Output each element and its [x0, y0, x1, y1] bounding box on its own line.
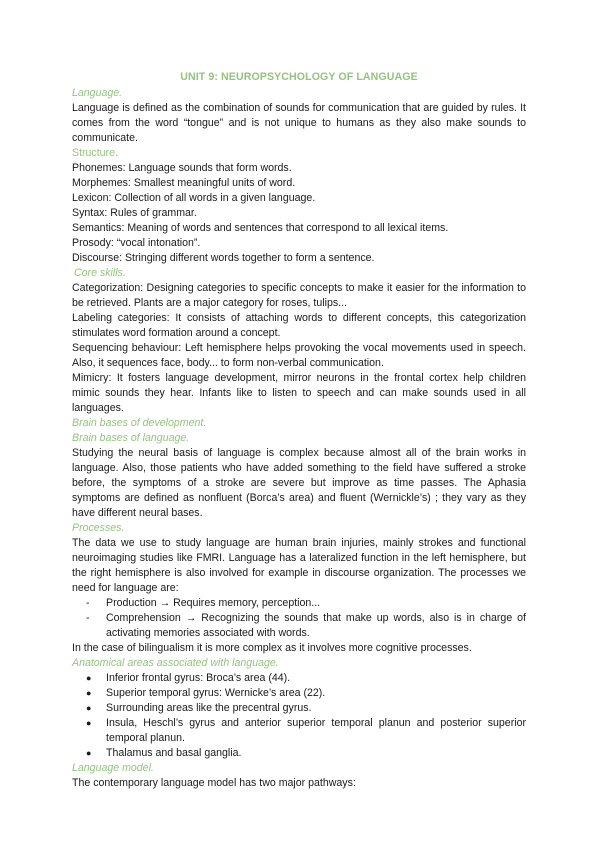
- bullet-marker: ●: [86, 703, 92, 713]
- structure-item-semantics: Semantics: Meaning of words and sentences that correspond to all lexical items.: [72, 222, 449, 234]
- list-item-text: Inferior frontal gyrus: Broca’s area (44).: [106, 672, 291, 684]
- list-item-text: Comprehension → Recognizing the sounds that make up words, also is in charge of activating memories associated with words.: [106, 612, 526, 639]
- heading-core-skills: Core skills.: [74, 267, 126, 279]
- bullet-marker: ●: [86, 688, 92, 698]
- list-item: [72, 671, 526, 686]
- bullet-marker: ●: [86, 673, 92, 683]
- paragraph-bilingualism: In the case of bilingualism it is more complex as it involves more cognitive processes.: [72, 642, 472, 654]
- list-item-text: Superior temporal gyrus: Wernicke’s area (22).: [106, 687, 326, 699]
- dash-marker: -: [86, 612, 90, 624]
- structure-item-prosody: Prosody: “vocal intonation”.: [72, 237, 201, 249]
- heading-anatomical-areas: Anatomical areas associated with language.: [72, 657, 279, 669]
- structure-item-phonemes: Phonemes: Language sounds that form words.: [72, 162, 292, 174]
- core-skill-sequencing: Sequencing behaviour: Left hemisphere helps provoking the vocal movements used in speech. Also, it sequences face, body... to form non-verbal communication.: [72, 342, 526, 369]
- structure-item-morphemes: Morphemes: Smallest meaningful units of word.: [72, 177, 296, 189]
- list-item-text: Insula, Heschl’s gyrus and anterior superior temporal planun and posterior superior temporal planun.: [106, 717, 526, 744]
- paragraph-language-model: The contemporary language model has two major pathways:: [72, 777, 356, 789]
- paragraph-processes: The data we use to study language are human brain injuries, mainly strokes and functional neuroimaging studies like FMRI. Language has a lateralized function in the left hemisphere, but the right hemisphere is also involved for example in discourse organization. The processes we need for language are:: [72, 537, 526, 594]
- document-page: [72, 70, 526, 791]
- core-skill-categorization: Categorization: Designing categories to specific concepts to make it easier for the information to be retrieved. Plants are a major category for roses, tulips...: [72, 282, 526, 309]
- heading-processes: Processes.: [72, 522, 125, 534]
- list-item-text: Thalamus and basal ganglia.: [106, 747, 242, 759]
- heading-brain-language: Brain bases of language.: [72, 432, 190, 444]
- document-title: UNIT 9: NEUROPSYCHOLOGY OF LANGUAGE: [180, 71, 418, 83]
- heading-brain-development: Brain bases of development.: [72, 417, 207, 429]
- processes-list: [72, 596, 526, 641]
- heading-structure: Structure.: [72, 147, 118, 159]
- list-item-comprehension: [72, 611, 526, 641]
- paragraph-language: Language is defined as the combination of sounds for communication that are guided by rules. It comes from the word “tongue” and is not unique to humans as they also make sounds to communicate.: [72, 102, 526, 144]
- structure-item-lexicon: Lexicon: Collection of all words in a given language.: [72, 192, 316, 204]
- structure-item-discourse: Discourse: Stringing different words together to form a sentence.: [72, 252, 375, 264]
- list-item: [72, 686, 526, 701]
- list-item: [72, 716, 526, 746]
- paragraph-brain-language: Studying the neural basis of language is complex because almost all of the brain works in language. Also, those patients who have added something to the field have suffered a stroke before, the symptoms of a stroke are severe but improve as time passes. The Aphasia symptoms are defined as nonfluent (Borca’s area) and fluent (Wernickle’s) ; they vary as they have different neural bases.: [72, 447, 526, 519]
- bullet-marker: ●: [86, 718, 92, 728]
- list-item: [72, 701, 526, 716]
- anatomical-list: [72, 671, 526, 761]
- dash-marker: -: [86, 597, 90, 609]
- list-item-text: Surrounding areas like the precentral gyrus.: [106, 702, 312, 714]
- list-item: [72, 746, 526, 761]
- heading-language-model: Language model.: [72, 762, 154, 774]
- list-item-production: [72, 596, 526, 611]
- heading-language: Language.: [72, 87, 123, 99]
- structure-item-syntax: Syntax: Rules of grammar.: [72, 207, 197, 219]
- bullet-marker: ●: [86, 748, 92, 758]
- list-item-text: Production → Requires memory, perception...: [106, 597, 321, 609]
- core-skill-labeling: Labeling categories: It consists of attaching words to different concepts, this categorization stimulates word formation around a concept.: [72, 312, 526, 339]
- core-skill-mimicry: Mimicry: It fosters language development, mirror neurons in the frontal cortex help children mimic sounds they hear. Infants like to listen to speech and can make sounds used in all languages.: [72, 372, 526, 414]
